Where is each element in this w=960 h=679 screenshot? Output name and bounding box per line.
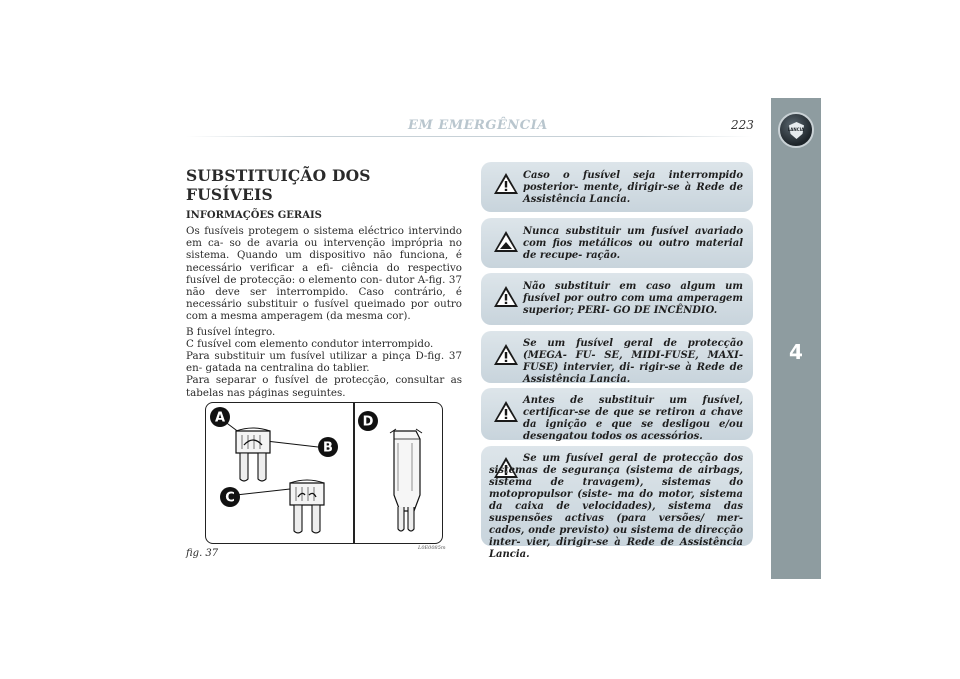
- chapter-number: 4: [789, 340, 803, 364]
- warning-box-3: [481, 273, 753, 325]
- fuse-tweezers-drawing: [390, 429, 422, 531]
- logo-text: LANCIA: [787, 127, 805, 132]
- figure-caption: fig. 37: [186, 548, 219, 559]
- blown-fuse-drawing: [290, 480, 324, 533]
- warning-triangle-icon: [493, 343, 519, 366]
- warning-triangle-icon: [493, 285, 519, 308]
- warning-text-6: Se um fusível geral de protecção dos sistemas de segurança (sistema de airbags, sistema de travagem), sistemas do motopropulsor (siste- ma do motor, sistema da caixa de velocidades), sistema das suspensões activas (para versões/ mer- cados, onde previsto) ou sistema de direcção inter- vier, dirigir-se à Rede de Assistência Lancia.: [489, 453, 743, 560]
- figure-code: L0E0085m: [418, 545, 446, 551]
- paragraph-intro: Os fusíveis protegem o sistema eléctrico intervindo em ca- so de avaria ou intervenção imprópria no sistema. Quando um dispositivo não funciona, é necessário verificar a efi- ciência do respectivo fusível de protecção: o elemento con- dutor A-fig. 37 não deve ser interrompido. Caso contrário, é necessário substituir o fusível queimado por outro com a mesma amperagem (da mesma cor).: [186, 225, 462, 323]
- warning-box-1: [481, 162, 753, 212]
- page-number: 223: [731, 118, 754, 132]
- header-rule: [186, 136, 752, 137]
- label-b: [318, 437, 338, 457]
- label-d: [358, 411, 378, 431]
- warning-triangle-icon: [493, 230, 519, 253]
- warning-box-6: [481, 446, 753, 560]
- list-item-c: C fusível com elemento condutor interrompido.: [186, 337, 434, 350]
- label-a: [210, 407, 230, 427]
- main-column: [186, 166, 462, 402]
- warning-text-4: Se um fusível geral de protecção (MEGA- FU- SE, MIDI-FUSE, MAXI-FUSE) intervier, di- rigir-se à Rede de Assistência Lancia.: [523, 338, 743, 385]
- paragraph-replace: Para substituir um fusível utilizar a pinça D-fig. 37 en- gatada na centralina do tablier.: [186, 350, 462, 375]
- label-c: [220, 487, 240, 507]
- section-heading: SUBSTITUIÇÃO DOS FUSÍVEIS: [186, 166, 371, 204]
- fuse-illustration: [206, 403, 441, 542]
- leader-line-c: [236, 489, 290, 495]
- fuse-figure: [205, 402, 443, 544]
- warning-box-5: [481, 388, 753, 440]
- svg-text:C: C: [225, 490, 235, 506]
- svg-text:B: B: [323, 440, 333, 456]
- leader-line-b: [266, 441, 318, 447]
- chapter-side-tab: [771, 98, 821, 579]
- list-item-b: B fusível íntegro.: [186, 325, 276, 338]
- warning-triangle-icon: [493, 172, 519, 195]
- warning-text-1: Caso o fusível seja interrompido posterior- mente, dirigir-se à Rede de Assistência Lancia.: [523, 170, 743, 205]
- running-header-title: EM EMERGÊNCIA: [408, 118, 548, 133]
- paragraph-tables: Para separar o fusível de protecção, consultar as tabelas nas páginas seguintes.: [186, 374, 462, 399]
- svg-text:D: D: [362, 414, 374, 430]
- warning-box-4: [481, 331, 753, 383]
- warning-box-2: [481, 218, 753, 268]
- figure-divider: [353, 403, 355, 543]
- subsection-heading: INFORMAÇÕES GERAIS: [186, 210, 322, 221]
- warning-text-3: Não substituir em caso algum um fusível por outro com uma amperagem superior; PERI- GO DE INCÊNDIO.: [523, 281, 743, 316]
- lancia-logo: [778, 112, 814, 148]
- svg-text:A: A: [214, 410, 226, 426]
- warning-triangle-icon: [493, 400, 519, 423]
- warning-text-5: Antes de substituir um fusível, certificar-se de que se retiron a chave da ignição e que se desligou e/ou desengatou todos os acessórios.: [523, 395, 743, 442]
- warning-text-2: Nunca substituir um fusível avariado com fios metálicos ou outro material de recupe- ração.: [523, 226, 743, 261]
- intact-fuse-drawing: [236, 428, 270, 481]
